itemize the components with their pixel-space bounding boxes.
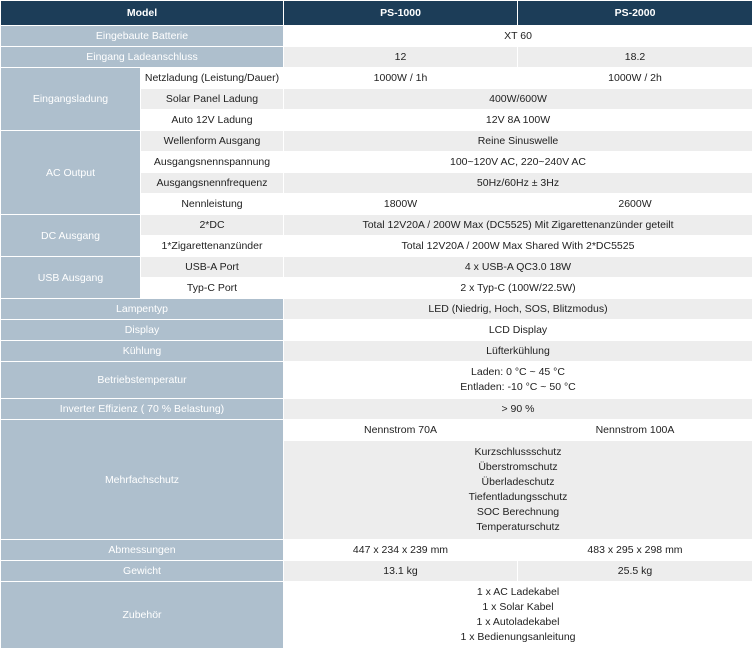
charge-port-ps2000: 18.2: [518, 47, 752, 68]
row-label-usb: USB Ausgang: [1, 257, 141, 299]
usbc-label: Typ-C Port: [141, 278, 284, 299]
table-row: [1, 215, 752, 236]
row-label-display: Display: [1, 320, 284, 341]
table-row: [1, 420, 752, 441]
auto-label: Auto 12V Ladung: [141, 110, 284, 131]
row-label-efficiency: Inverter Effizienz ( 70 % Belastung): [1, 399, 284, 420]
header-ps2000: PS-2000: [518, 1, 752, 26]
usba-value: 4 x USB-A QC3.0 18W: [284, 257, 752, 278]
power-label: Nennleistung: [141, 194, 284, 215]
solar-value: 400W/600W: [284, 89, 752, 110]
wave-label: Wellenform Ausgang: [141, 131, 284, 152]
auto-value: 12V 8A 100W: [284, 110, 752, 131]
row-label-charge-port: Eingang Ladeanschluss: [1, 47, 284, 68]
table-row: [1, 320, 752, 341]
cig-value: Total 12V20A / 200W Max Shared With 2*DC5525: [284, 236, 752, 257]
row-label-protection: Mehrfachschutz: [1, 420, 284, 540]
table-row: [1, 341, 752, 362]
cig-label: 1*Zigarettenanzünder: [141, 236, 284, 257]
table-row: [1, 299, 752, 320]
battery-value: XT 60: [284, 26, 752, 47]
wave-value: Reine Sinuswelle: [284, 131, 752, 152]
row-label-weight: Gewicht: [1, 561, 284, 582]
dims-ps1000: 447 x 234 x 239 mm: [284, 540, 518, 561]
lamp-value: LED (Niedrig, Hoch, SOS, Blitzmodus): [284, 299, 752, 320]
protection-ps1000: Nennstrom 70A: [284, 420, 518, 441]
header-row: [1, 1, 752, 26]
table-row: [1, 540, 752, 561]
row-label-battery: Eingebaute Batterie: [1, 26, 284, 47]
net-ps2000: 1000W / 2h: [518, 68, 752, 89]
protection-list: Kurzschlussschutz Überstromschutz Überladeschutz Tiefentladungsschutz SOC Berechnung Temperaturschutz: [284, 441, 752, 540]
power-ps2000: 2600W: [518, 194, 752, 215]
usbc-value: 2 x Typ-C (100W/22.5W): [284, 278, 752, 299]
protection-ps2000: Nennstrom 100A: [518, 420, 752, 441]
row-label-dims: Abmessungen: [1, 540, 284, 561]
table-row: [1, 362, 752, 399]
cooling-value: Lüfterkühlung: [284, 341, 752, 362]
temp-value: Laden: 0 °C ~ 45 °C Entladen: -10 °C ~ 50 °C: [284, 362, 752, 399]
dims-ps2000: 483 x 295 x 298 mm: [518, 540, 752, 561]
net-ps1000: 1000W / 1h: [284, 68, 518, 89]
row-label-accessories: Zubehör: [1, 582, 284, 649]
voltage-label: Ausgangsnennspannung: [141, 152, 284, 173]
display-value: LCD Display: [284, 320, 752, 341]
table-row: [1, 561, 752, 582]
weight-ps1000: 13.1 kg: [284, 561, 518, 582]
header-ps1000: PS-1000: [284, 1, 518, 26]
table-row: [1, 26, 752, 47]
header-model: Model: [1, 1, 284, 26]
table-row: [1, 399, 752, 420]
voltage-value: 100~120V AC, 220~240V AC: [284, 152, 752, 173]
dc2-value: Total 12V20A / 200W Max (DC5525) Mit Zigarettenanzünder geteilt: [284, 215, 752, 236]
solar-label: Solar Panel Ladung: [141, 89, 284, 110]
charge-port-ps1000: 12: [284, 47, 518, 68]
row-label-input: Eingangsladung: [1, 68, 141, 131]
usba-label: USB-A Port: [141, 257, 284, 278]
weight-ps2000: 25.5 kg: [518, 561, 752, 582]
efficiency-value: > 90 %: [284, 399, 752, 420]
accessories-value: 1 x AC Ladekabel 1 x Solar Kabel 1 x Autoladekabel 1 x Bedienungsanleitung: [284, 582, 752, 649]
table-row: [1, 582, 752, 649]
freq-label: Ausgangsnennfrequenz: [141, 173, 284, 194]
dc2-label: 2*DC: [141, 215, 284, 236]
row-label-cooling: Kühlung: [1, 341, 284, 362]
row-label-lamp: Lampentyp: [1, 299, 284, 320]
power-ps1000: 1800W: [284, 194, 518, 215]
net-label: Netzladung (Leistung/Dauer): [141, 68, 284, 89]
table-row: [1, 257, 752, 278]
table-row: [1, 131, 752, 152]
freq-value: 50Hz/60Hz ± 3Hz: [284, 173, 752, 194]
table-row: [1, 47, 752, 68]
row-label-ac: AC Output: [1, 131, 141, 215]
table-row: [1, 68, 752, 89]
row-label-temp: Betriebstemperatur: [1, 362, 284, 399]
row-label-dc: DC Ausgang: [1, 215, 141, 257]
